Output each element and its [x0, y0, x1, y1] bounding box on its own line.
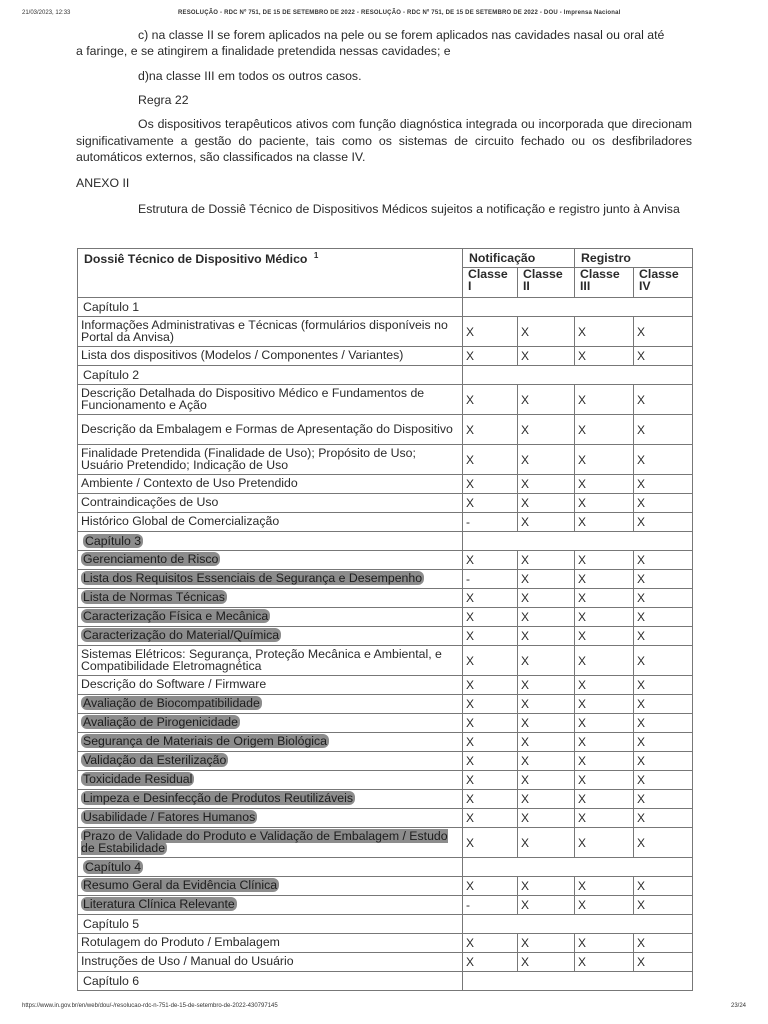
- table-row: [78, 646, 693, 676]
- class-2-mark: X: [518, 317, 575, 347]
- class-3-mark: X: [575, 896, 634, 915]
- item-label: Ambiente / Contexto de Uso Pretendido: [81, 476, 298, 491]
- class-2-mark: X: [518, 934, 575, 953]
- paragraph-annex-intro: Estrutura de Dossiê Técnico de Dispositivos Médicos sujeitos a notificação e registro junto à Anvisa: [138, 202, 680, 216]
- class-4-mark: X: [634, 934, 693, 953]
- class-4-mark: X: [634, 589, 693, 608]
- class-1-mark: X: [463, 551, 518, 570]
- class-4-mark: X: [634, 752, 693, 771]
- class-2-mark: X: [518, 415, 575, 445]
- table-title-cell: [78, 249, 463, 298]
- table-row: [78, 695, 693, 714]
- class-4-mark: X: [634, 317, 693, 347]
- chapter-row: [78, 366, 693, 385]
- chapter-label: Capítulo 2: [83, 368, 140, 382]
- class-1-mark: X: [463, 828, 518, 858]
- table-row: [78, 513, 693, 532]
- class-2-mark: X: [518, 608, 575, 627]
- class-2-mark: X: [518, 828, 575, 858]
- class-2-mark: X: [518, 475, 575, 494]
- chapter-label-cell: [78, 972, 463, 991]
- class-3-mark: X: [575, 953, 634, 972]
- item-label-cell: [78, 953, 463, 972]
- class-3-mark: X: [575, 415, 634, 445]
- class-1-mark: X: [463, 752, 518, 771]
- annex-heading: ANEXO II: [76, 176, 130, 190]
- item-label-cell: [78, 790, 463, 809]
- class-1-mark: X: [463, 676, 518, 695]
- table-row: [78, 551, 693, 570]
- class-4-mark: X: [634, 385, 693, 415]
- class-2-mark: X: [518, 570, 575, 589]
- class-3-mark: X: [575, 646, 634, 676]
- class-2-mark: X: [518, 790, 575, 809]
- item-label: Contraindicações de Uso: [81, 495, 219, 510]
- table-row: [78, 676, 693, 695]
- group-registro: Registro: [575, 249, 693, 268]
- item-label: Finalidade Pretendida (Finalidade de Uso); Propósito de Uso; Usuário Pretendido; Indicação de Uso: [81, 446, 416, 472]
- item-label: Informações Administrativas e Técnicas (formulários disponíveis no Portal da Anvisa): [81, 318, 448, 344]
- class-4-mark: X: [634, 896, 693, 915]
- table-title: Dossiê Técnico de Dispositivo Médico: [84, 252, 308, 267]
- item-label: Descrição da Embalagem e Formas de Apresentação do Dispositivo: [81, 421, 453, 436]
- class-2-mark: X: [518, 809, 575, 828]
- print-header: [22, 10, 746, 20]
- class-4-mark: X: [634, 494, 693, 513]
- class-header-2: Classe II: [518, 268, 575, 298]
- table-row: [78, 877, 693, 896]
- class-1-mark: X: [463, 317, 518, 347]
- class-1-mark: X: [463, 475, 518, 494]
- class-1-mark: X: [463, 494, 518, 513]
- class-1-mark: X: [463, 445, 518, 475]
- table-row: [78, 627, 693, 646]
- item-label: Usabilidade / Fatores Humanos: [83, 810, 256, 825]
- item-label: Limpeza e Desinfecção de Produtos Reutilizáveis: [83, 791, 353, 806]
- table-row: [78, 608, 693, 627]
- class-4-mark: X: [634, 790, 693, 809]
- class-1-mark: X: [463, 953, 518, 972]
- page-number: 23/24: [730, 1003, 746, 1009]
- class-header-3: Classe III: [575, 268, 634, 298]
- class-3-mark: X: [575, 790, 634, 809]
- chapter-label: Capítulo 5: [83, 917, 140, 931]
- class-3-mark: X: [575, 676, 634, 695]
- item-label-cell: [78, 828, 463, 858]
- item-label: Segurança de Materiais de Origem Biológica: [83, 734, 328, 749]
- class-2-mark: X: [518, 676, 575, 695]
- item-label-cell: [78, 551, 463, 570]
- chapter-label-cell: [78, 858, 463, 877]
- class-2-mark: X: [518, 896, 575, 915]
- table-row: [78, 347, 693, 366]
- item-label-cell: [78, 570, 463, 589]
- item-label-cell: [78, 695, 463, 714]
- item-label-cell: [78, 934, 463, 953]
- item-label-cell: [78, 475, 463, 494]
- class-4-mark: X: [634, 513, 693, 532]
- class-3-mark: X: [575, 809, 634, 828]
- item-label: Instruções de Uso / Manual do Usuário: [81, 954, 294, 969]
- item-label: Rotulagem do Produto / Embalagem: [81, 935, 280, 950]
- table-row: [78, 809, 693, 828]
- item-label-cell: [78, 317, 463, 347]
- item-label: Lista dos Requisitos Essenciais de Segurança e Desempenho: [83, 571, 423, 586]
- class-2-mark: X: [518, 646, 575, 676]
- class-1-mark: X: [463, 695, 518, 714]
- table-row: [78, 317, 693, 347]
- class-4-mark: X: [634, 445, 693, 475]
- class-2-mark: X: [518, 627, 575, 646]
- class-4-mark: X: [634, 475, 693, 494]
- class-4-mark: X: [634, 877, 693, 896]
- table-row: [78, 771, 693, 790]
- dossie-table: [77, 248, 693, 991]
- class-3-mark: X: [575, 828, 634, 858]
- class-3-mark: X: [575, 494, 634, 513]
- class-4-mark: X: [634, 771, 693, 790]
- class-3-mark: X: [575, 445, 634, 475]
- class-1-mark: -: [463, 570, 518, 589]
- paragraph-rule-22: Os dispositivos terapêuticos ativos com função diagnóstica integrada ou incorporada que direcionam significativamente a gestão do paciente, tais como os sistemas de circuito fechado ou os desfibriladores automáticos externos, são classificados na classe IV.: [76, 117, 692, 164]
- class-1-mark: X: [463, 790, 518, 809]
- item-label-cell: [78, 752, 463, 771]
- class-2-mark: X: [518, 551, 575, 570]
- print-timestamp: 21/03/2023, 12:33: [22, 10, 71, 16]
- class-4-mark: X: [634, 646, 693, 676]
- class-4-mark: X: [634, 809, 693, 828]
- class-1-mark: X: [463, 733, 518, 752]
- class-3-mark: X: [575, 385, 634, 415]
- class-2-mark: X: [518, 513, 575, 532]
- item-label-cell: [78, 771, 463, 790]
- class-3-mark: X: [575, 589, 634, 608]
- chapter-filler-cell: [463, 532, 693, 551]
- class-4-mark: X: [634, 608, 693, 627]
- item-label: Histórico Global de Comercialização: [81, 514, 280, 529]
- class-3-mark: X: [575, 695, 634, 714]
- table-footnote-mark: 1: [313, 251, 319, 260]
- class-2-mark: X: [518, 494, 575, 513]
- print-header-title: RESOLUÇÃO - RDC Nº 751, DE 15 DE SETEMBRO DE 2022 - RESOLUÇÃO - RDC Nº 751, DE 15 DE SETEMBRO DE 2022 - DOU - Imprensa Nacional: [178, 10, 621, 16]
- chapter-label: Capítulo 4: [85, 860, 142, 874]
- class-1-mark: -: [463, 513, 518, 532]
- table-row: [78, 733, 693, 752]
- chapter-row: [78, 532, 693, 551]
- class-4-mark: X: [634, 627, 693, 646]
- chapter-label-cell: [78, 915, 463, 934]
- print-footer: [22, 1003, 746, 1013]
- item-label-cell: [78, 809, 463, 828]
- item-label: Resumo Geral da Evidência Clínica: [83, 878, 278, 893]
- item-label: Lista dos dispositivos (Modelos / Componentes / Variantes): [81, 348, 404, 363]
- class-2-mark: X: [518, 877, 575, 896]
- class-3-mark: X: [575, 513, 634, 532]
- class-1-mark: X: [463, 771, 518, 790]
- class-1-mark: X: [463, 646, 518, 676]
- table-row: [78, 475, 693, 494]
- class-1-mark: X: [463, 809, 518, 828]
- item-label-cell: [78, 627, 463, 646]
- class-3-mark: X: [575, 551, 634, 570]
- class-2-mark: X: [518, 733, 575, 752]
- class-4-mark: X: [634, 415, 693, 445]
- class-2-mark: X: [518, 347, 575, 366]
- group-notificacao: Notificação: [463, 249, 575, 268]
- class-3-mark: X: [575, 570, 634, 589]
- item-label: Avaliação de Biocompatibilidade: [83, 696, 260, 711]
- item-label-cell: [78, 896, 463, 915]
- class-2-mark: X: [518, 953, 575, 972]
- class-3-mark: X: [575, 877, 634, 896]
- class-header-4: Classe IV: [634, 268, 693, 298]
- class-2-mark: X: [518, 752, 575, 771]
- item-label: Descrição Detalhada do Dispositivo Médico e Fundamentos de Funcionamento e Ação: [81, 386, 425, 412]
- class-4-mark: X: [634, 828, 693, 858]
- class-3-mark: X: [575, 771, 634, 790]
- class-2-mark: X: [518, 445, 575, 475]
- item-label: Sistemas Elétricos: Segurança, Proteção Mecânica e Ambiental, e Compatibilidade Eletromagnética: [81, 647, 442, 673]
- class-2-mark: X: [518, 695, 575, 714]
- item-label: Gerenciamento de Risco: [83, 552, 219, 567]
- item-label-cell: [78, 445, 463, 475]
- chapter-row: [78, 972, 693, 991]
- item-label: Literatura Clínica Relevante: [83, 897, 235, 912]
- table-row: [78, 589, 693, 608]
- class-3-mark: X: [575, 934, 634, 953]
- class-3-mark: X: [575, 733, 634, 752]
- class-header-1: Classe I: [463, 268, 518, 298]
- item-label: Prazo de Validade do Produto e Validação de Embalagem / Estudo de Estabilidade: [81, 829, 448, 855]
- class-3-mark: X: [575, 627, 634, 646]
- chapter-label: Capítulo 1: [83, 300, 140, 314]
- class-4-mark: X: [634, 551, 693, 570]
- item-label: Caracterização do Material/Química: [83, 628, 280, 643]
- class-4-mark: X: [634, 347, 693, 366]
- class-2-mark: X: [518, 385, 575, 415]
- chapter-label-cell: [78, 298, 463, 317]
- chapter-filler-cell: [463, 915, 693, 934]
- chapter-row: [78, 858, 693, 877]
- class-1-mark: X: [463, 627, 518, 646]
- chapter-filler-cell: [463, 858, 693, 877]
- class-1-mark: X: [463, 415, 518, 445]
- chapter-row: [78, 915, 693, 934]
- chapter-filler-cell: [463, 298, 693, 317]
- dossie-table-body: [78, 298, 693, 991]
- chapter-label: Capítulo 3: [85, 534, 142, 548]
- item-label: Validação da Esterilização: [83, 753, 227, 768]
- table-row: [78, 790, 693, 809]
- class-3-mark: X: [575, 714, 634, 733]
- item-label-cell: [78, 877, 463, 896]
- item-label-cell: [78, 347, 463, 366]
- class-3-mark: X: [575, 475, 634, 494]
- item-label: Toxicidade Residual: [83, 772, 193, 787]
- class-2-mark: X: [518, 714, 575, 733]
- table-row: [78, 445, 693, 475]
- table-row: [78, 494, 693, 513]
- table-row: [78, 953, 693, 972]
- chapter-filler-cell: [463, 972, 693, 991]
- paragraph-rule-c-line1: c) na classe II se forem aplicados na pele ou se forem aplicados nas cavidades nasal ou oral até: [138, 28, 665, 42]
- item-label: Descrição do Software / Firmware: [81, 677, 267, 692]
- table-row: [78, 752, 693, 771]
- page-url: https://www.in.gov.br/en/web/dou/-/resolucao-rdc-n-751-de-15-de-setembro-de-2022-430797145: [22, 1003, 278, 1009]
- table-row: [78, 896, 693, 915]
- class-3-mark: X: [575, 752, 634, 771]
- class-1-mark: X: [463, 608, 518, 627]
- rule-heading: Regra 22: [138, 93, 189, 107]
- item-label: Avaliação de Pirogenicidade: [83, 715, 238, 730]
- item-label: Caracterização Física e Mecânica: [83, 609, 269, 624]
- class-2-mark: X: [518, 771, 575, 790]
- class-4-mark: X: [634, 733, 693, 752]
- item-label-cell: [78, 676, 463, 695]
- chapter-label: Capítulo 6: [83, 974, 140, 988]
- table-row: [78, 570, 693, 589]
- item-label-cell: [78, 646, 463, 676]
- class-3-mark: X: [575, 347, 634, 366]
- paragraph-rule-d: d)na classe III em todos os outros casos.: [138, 69, 362, 83]
- item-label: Lista de Normas Técnicas: [83, 590, 225, 605]
- item-label-cell: [78, 513, 463, 532]
- class-1-mark: X: [463, 347, 518, 366]
- class-4-mark: X: [634, 570, 693, 589]
- item-label-cell: [78, 733, 463, 752]
- class-1-mark: X: [463, 934, 518, 953]
- table-row: [78, 934, 693, 953]
- table-row: [78, 828, 693, 858]
- chapter-row: [78, 298, 693, 317]
- item-label-cell: [78, 608, 463, 627]
- table-row: [78, 385, 693, 415]
- class-1-mark: -: [463, 896, 518, 915]
- class-4-mark: X: [634, 953, 693, 972]
- item-label-cell: [78, 415, 463, 445]
- class-3-mark: X: [575, 317, 634, 347]
- chapter-label-cell: [78, 366, 463, 385]
- class-2-mark: X: [518, 589, 575, 608]
- item-label-cell: [78, 494, 463, 513]
- class-1-mark: X: [463, 714, 518, 733]
- class-4-mark: X: [634, 676, 693, 695]
- class-1-mark: X: [463, 877, 518, 896]
- class-1-mark: X: [463, 589, 518, 608]
- item-label-cell: [78, 385, 463, 415]
- chapter-label-cell: [78, 532, 463, 551]
- class-4-mark: X: [634, 695, 693, 714]
- class-1-mark: X: [463, 385, 518, 415]
- paragraph-rule-c-line2: a faringe, e se atingirem a finalidade pretendida nessas cavidades; e: [76, 44, 451, 58]
- chapter-filler-cell: [463, 366, 693, 385]
- item-label-cell: [78, 714, 463, 733]
- class-3-mark: X: [575, 608, 634, 627]
- table-row: [78, 714, 693, 733]
- item-label-cell: [78, 589, 463, 608]
- table-row: [78, 415, 693, 445]
- class-4-mark: X: [634, 714, 693, 733]
